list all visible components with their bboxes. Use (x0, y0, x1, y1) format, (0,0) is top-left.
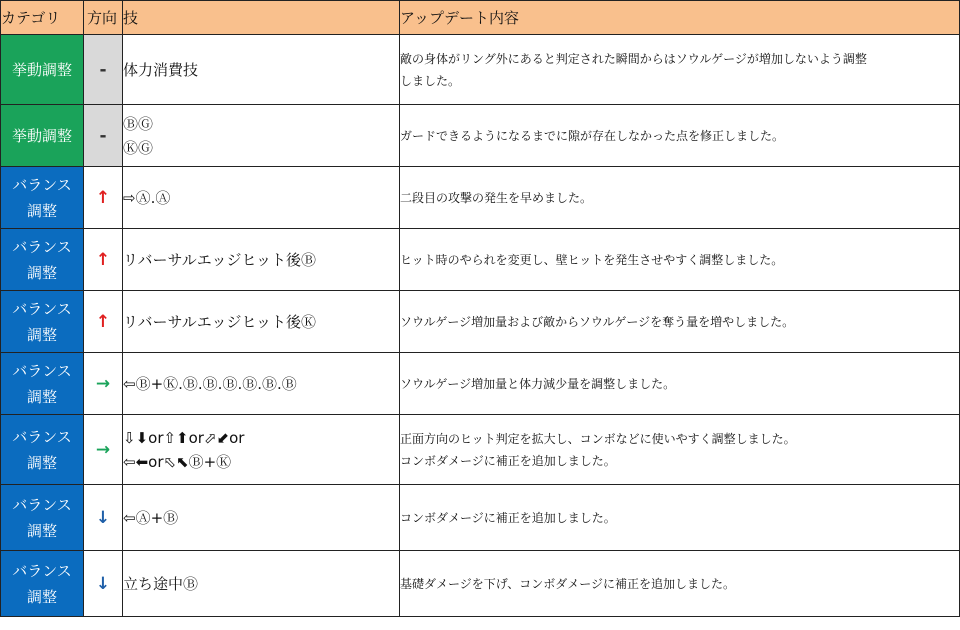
direction-cell: ↑ (84, 167, 123, 229)
update-cell (400, 353, 960, 415)
update-line: 基礎ダメージを下げ、コンボダメージに補正を追加しました。 (400, 576, 736, 591)
update-cell (400, 415, 960, 485)
update-line: ソウルゲージ増加量および敵からソウルゲージを奪う量を増やしました。 (400, 314, 795, 329)
move-line: 立ち途中Ⓑ (123, 574, 199, 593)
move-line: ⇩⬇or⇧⬆or⬀⬋or (123, 428, 245, 447)
table-row (1, 167, 960, 229)
move-line: ⇦Ⓑ+Ⓚ.Ⓑ.Ⓑ.Ⓑ.Ⓑ.Ⓑ.Ⓑ (123, 374, 297, 393)
table-row (1, 353, 960, 415)
header-category: カテゴリ (1, 1, 84, 35)
update-line: しました。 (400, 73, 461, 88)
move-cell (123, 415, 400, 485)
update-line: コンボダメージに補正を追加しました。 (400, 510, 616, 525)
category-cell: バランス 調整 (1, 415, 84, 485)
update-line: ソウルゲージ増加量と体力減少量を調整しました。 (400, 376, 676, 391)
move-line: ⇨Ⓐ.Ⓐ (123, 188, 171, 207)
move-cell (123, 35, 400, 105)
direction-cell: ↑ (84, 229, 123, 291)
direction-cell: ↓ (84, 551, 123, 617)
direction-cell: ↑ (84, 291, 123, 353)
table-row (1, 551, 960, 617)
update-cell (400, 35, 960, 105)
move-cell (123, 105, 400, 167)
category-cell: バランス 調整 (1, 229, 84, 291)
move-cell (123, 229, 400, 291)
header-move: 技 (123, 1, 400, 35)
update-line: 二段目の攻撃の発生を早めました。 (400, 190, 593, 205)
update-cell (400, 551, 960, 617)
move-line: ⇦Ⓐ+Ⓑ (123, 508, 179, 527)
move-line: リバーサルエッジヒット後Ⓑ (123, 250, 317, 269)
update-cell (400, 167, 960, 229)
direction-cell: → (84, 353, 123, 415)
direction-cell: → (84, 415, 123, 485)
category-cell: バランス 調整 (1, 551, 84, 617)
category-cell: バランス 調整 (1, 167, 84, 229)
category-cell: バランス 調整 (1, 353, 84, 415)
table-row (1, 35, 960, 105)
move-line: ⒷⒼ (123, 114, 154, 133)
table-row (1, 229, 960, 291)
move-cell (123, 551, 400, 617)
table-row (1, 291, 960, 353)
category-cell: 挙動調整 (1, 35, 84, 105)
table-row (1, 105, 960, 167)
update-cell (400, 229, 960, 291)
update-line: ヒット時のやられを変更し、壁ヒットを発生させやすく調整しました。 (400, 252, 784, 267)
move-cell (123, 291, 400, 353)
move-cell (123, 353, 400, 415)
move-cell (123, 485, 400, 551)
table-row (1, 485, 960, 551)
header-direction: 方向 (84, 1, 123, 35)
move-line: ⇦⬅or⬁⬉Ⓑ+Ⓚ (123, 452, 232, 471)
move-line: 体力消費技 (123, 60, 199, 79)
update-line: コンボダメージに補正を追加しました。 (400, 453, 616, 468)
table-row (1, 415, 960, 485)
header-update: アップデート内容 (400, 1, 960, 35)
update-cell (400, 485, 960, 551)
move-line: リバーサルエッジヒット後Ⓚ (123, 312, 317, 331)
direction-cell: ↓ (84, 485, 123, 551)
update-cell (400, 291, 960, 353)
update-line: 正面方向のヒット判定を拡大し、コンボなどに使いやすく調整しました。 (400, 431, 796, 446)
direction-cell: - (84, 35, 123, 105)
update-line: 敵の身体がリング外にあると判定された瞬間からはソウルゲージが増加しないよう調整 (400, 51, 867, 66)
category-cell: バランス 調整 (1, 291, 84, 353)
move-cell (123, 167, 400, 229)
direction-cell: - (84, 105, 123, 167)
update-line: ガードできるようになるまでに隙が存在しなかった点を修正しました。 (400, 128, 785, 143)
header-row (1, 1, 960, 35)
update-cell (400, 105, 960, 167)
category-cell: 挙動調整 (1, 105, 84, 167)
category-cell: バランス 調整 (1, 485, 84, 551)
move-line: ⓀⒼ (123, 138, 154, 157)
